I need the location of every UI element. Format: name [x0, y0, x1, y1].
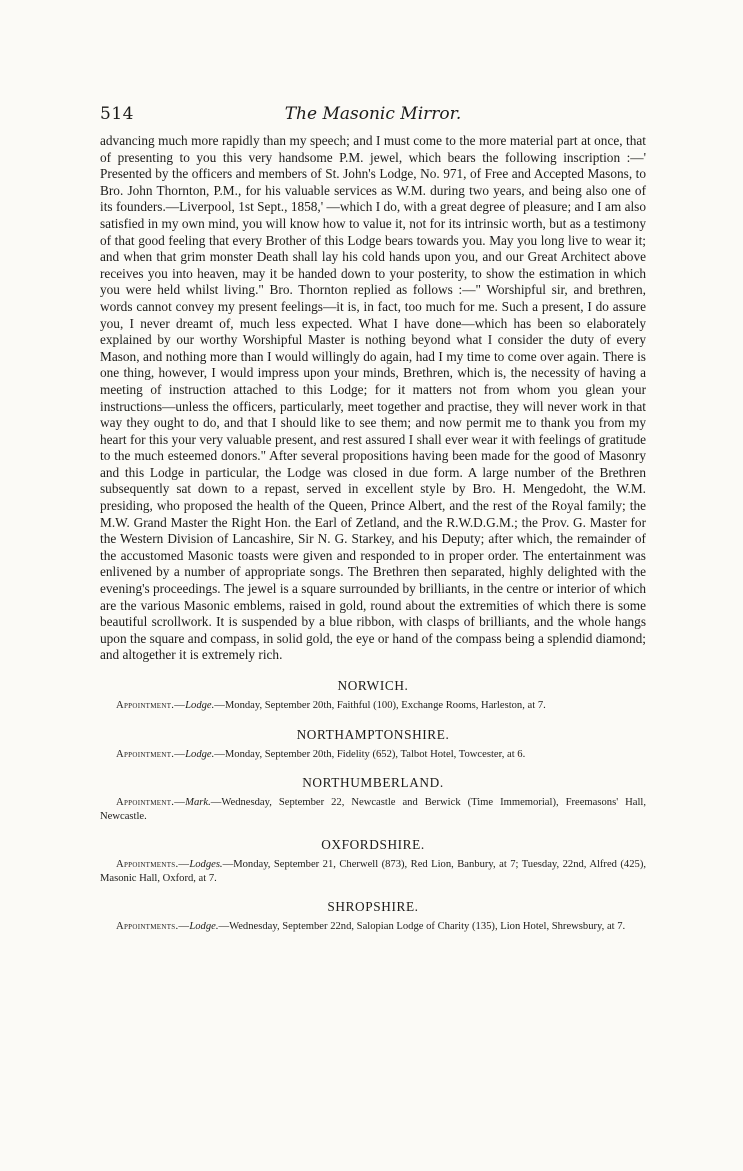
article-body — [100, 133, 646, 934]
notice-label: Appointment.— — [116, 797, 186, 808]
notice-kind: Lodge. — [185, 748, 215, 760]
notice-label: Appointments.— — [116, 921, 190, 932]
notice-label: Appointment.— — [116, 748, 186, 760]
notice-text: —Monday, September 20th, Fidelity (652), Talbot Hotel, Towcester, at 6. — [214, 748, 526, 760]
appointment-notice — [100, 796, 646, 823]
notice-kind: Lodge. — [189, 921, 219, 932]
running-title: The Masonic Mirror. — [284, 104, 462, 124]
notice-kind: Mark. — [185, 797, 211, 808]
section-heading: SHROPSHIRE. — [327, 899, 419, 914]
section-heading: NORTHUMBERLAND. — [302, 775, 444, 790]
appointment-notice — [100, 920, 646, 934]
appointment-notice — [100, 748, 646, 762]
section-oxfordshire — [100, 837, 646, 885]
appointment-notice — [100, 699, 646, 713]
section-northamptonshire — [100, 727, 646, 762]
section-norwich — [100, 678, 646, 713]
section-heading: NORWICH. — [337, 678, 409, 693]
notice-text: —Monday, September 21, Cherwell (873), Red Lion, Banbury, at 7; Tuesday, 22nd, Alfred (425), Masonic Hall, Oxford, at 7. — [100, 859, 646, 884]
section-northumberland — [100, 775, 646, 823]
section-heading: OXFORDSHIRE. — [321, 837, 425, 852]
section-heading: NORTHAMPTONSHIRE. — [296, 726, 450, 742]
notice-label: Appointment.— — [116, 700, 186, 711]
notice-kind: Lodge. — [185, 700, 215, 711]
notice-text: —Monday, September 20th, Faithful (100), Exchange Rooms, Harleston, at 7. — [214, 700, 546, 711]
appointment-notice — [100, 858, 646, 885]
running-head — [100, 104, 646, 126]
notice-kind: Lodges. — [189, 859, 223, 870]
page-number: 514 — [100, 104, 134, 124]
notice-text: —Wednesday, September 22nd, Salopian Lodge of Charity (135), Lion Hotel, Shrewsbury, at 7. — [218, 921, 626, 932]
notice-label: Appointments.— — [116, 859, 190, 870]
notice-text: —Wednesday, September 22, Newcastle and Berwick (Time Immemorial), Freemasons' Hall, Newcastle. — [100, 797, 646, 822]
section-shropshire — [100, 899, 646, 934]
body-paragraph: advancing much more rapidly than my speech; and I must come to the more material part at once, that of presenting to you this very handsome P.M. jewel, which bears the following inscription :—' Presented by the officers and members of St. John's Lodge, No. 971, of Free and Accepted Masons, to Bro. John Thornton, P.M., for his valuable services as W.M. during two years, and being also one of its founders.—Liverpool, 1st Sept., 1858,' —which I do, with a great degree of pleasure; and I am also satisfied in my own mind, you will know how to value it, not for its intrinsic worth, but as a testimony of that good feeling that every Brother of this Lodge bears towards you. May you long live to wear it; and when that grim monster Death shall lay his cold hands upon you, and our Great Architect above receives you into heaven, may it be handed down to your posterity, to show the estimation in which you were held whilst living." Bro. Thornton replied as follows :—" Worshipful sir, and brethren, words cannot convey my present feelings—it is, in fact, too much for me. Such a present, I do assure you, I never dreamt of, much less expected. What I have done—which has been so elaborately explained by our worthy Worshipful Master is nothing beyond what I consider the duty of every Mason, and nothing more than I would willingly do again, had I my time to come over again. There is one thing, however, I would impress upon your minds, Brethren, which is, the necessity of having a meeting of instruction attached to this Lodge; for it matters not from whom you glean your instructions—unless the officers, particularly, meet together and practise, they will never work in that way they ought to do, and that I should like to see them; and now permit me to thank you from my heart for this your very valuable present, and rest assured I shall ever wear it with feelings of gratitude to the much esteemed donors." After several propositions having been made for the good of Masonry and this Lodge in particular, the Lodge was closed in due form. A large number of the Brethren subsequently sat down to a repast, served in excellent style by Bro. H. Mengedoht, the W.M. presiding, who proposed the health of the Queen, Prince Albert, and the rest of the Royal family; the M.W. Grand Master the Right Hon. the Earl of Zetland, and the R.W.D.G.M.; the Prov. G. Master for the Western Division of Lancashire, Sir N. G. Starkey, and his Deputy; after which, the remainder of the accustomed Masonic toasts were given and responded to in proper order. The entertainment was enlivened by a number of appropriate songs. The Brethren then separated, highly delighted with the evening's proceedings. The jewel is a square surrounded by brilliants, in the centre or interior of which are the various Masonic emblems, raised in gold, round about the extremities of which there is some beautiful scrollwork. It is suspended by a blue ribbon, with clasps of brilliants, and the whole hangs upon the square and compass, in solid gold, the eye or hand of the compass being a splendid diamond; and altogether it is extremely rich. — [100, 133, 646, 663]
